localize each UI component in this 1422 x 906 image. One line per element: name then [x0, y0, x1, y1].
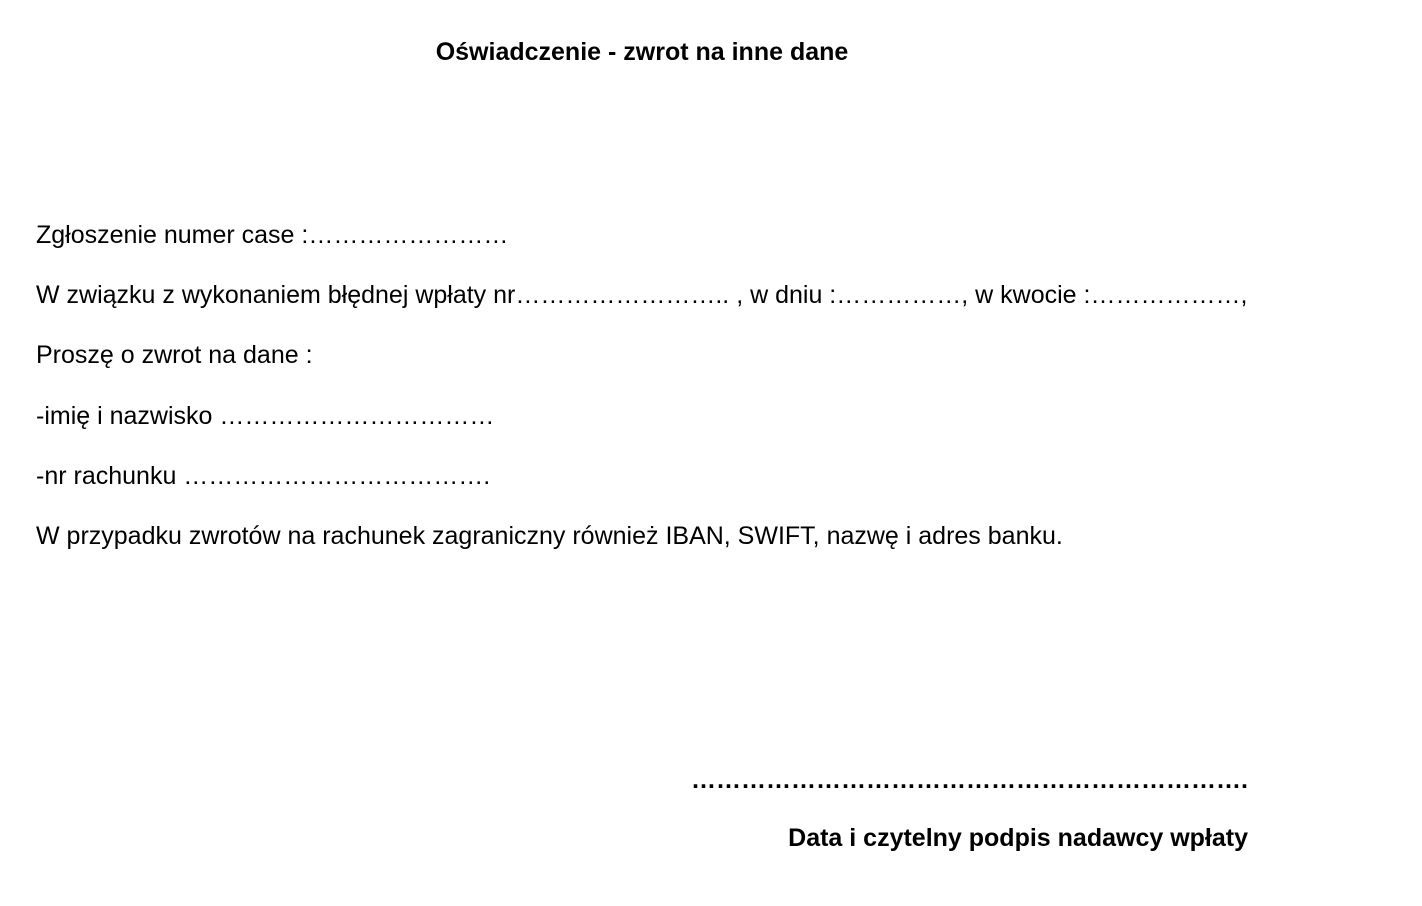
account-number-line: -nr rachunku ……………………………….: [36, 462, 491, 490]
payment-details-line: W związku z wykonaniem błędnej wpłaty nr…………………….. , w dniu :……………, w kwocie :………………,: [36, 281, 1248, 309]
foreign-account-note: W przypadku zwrotów na rachunek zagraniczny również IBAN, SWIFT, nazwę i adres banku.: [36, 522, 1063, 550]
case-number-line: Zgłoszenie numer case :……………………: [36, 221, 509, 249]
signature-line: ………………………………………………………….: [691, 766, 1248, 794]
signature-label: Data i czytelny podpis nadawcy wpłaty: [788, 824, 1248, 852]
name-field-line: -imię i nazwisko ……………………………: [36, 402, 495, 430]
refund-request-line: Proszę o zwrot na dane :: [36, 341, 313, 369]
document-title: Oświadczenie - zwrot na inne dane: [435, 38, 849, 66]
